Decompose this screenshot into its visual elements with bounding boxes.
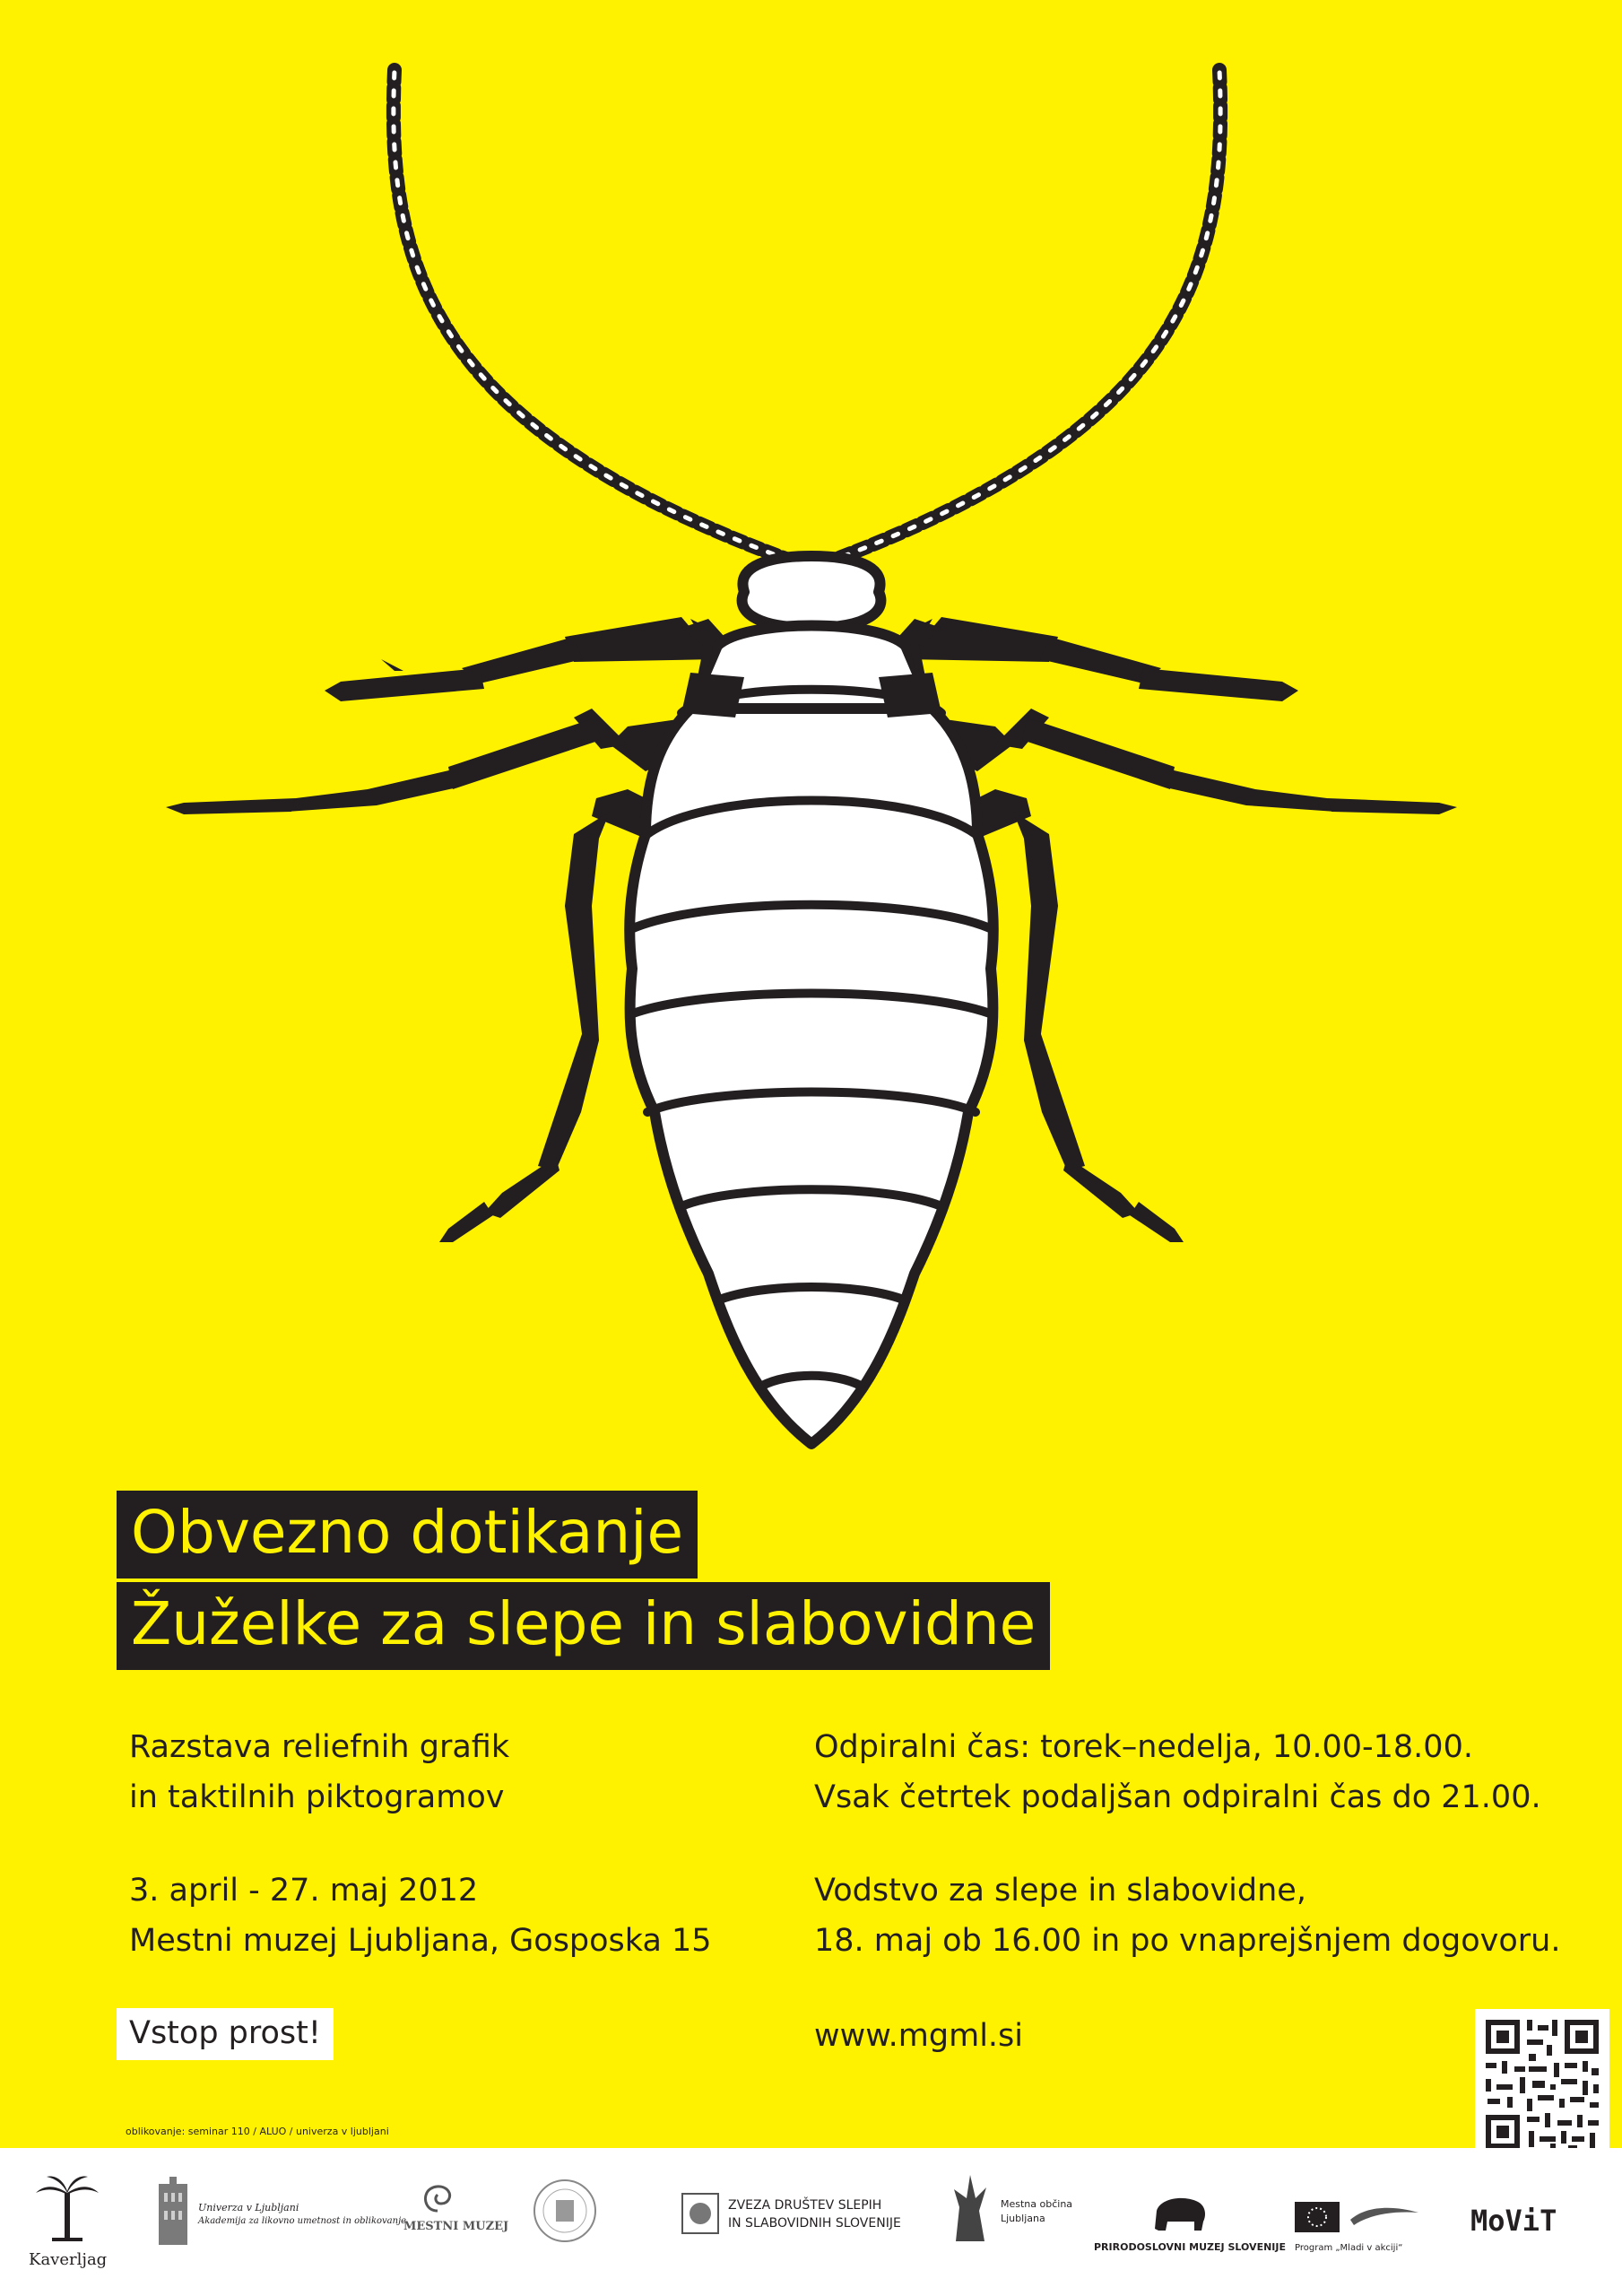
mestni-muzej-text: MESTNI MUZEJ — [403, 2220, 509, 2233]
design-credit: oblikovanje: seminar 110 / ALUO / univerza v ljubljani — [126, 2126, 389, 2137]
university-building-icon — [157, 2175, 189, 2247]
exhibition-dates: 3. april - 27. maj 2012 — [129, 1873, 479, 1909]
sponsor-logos-strip — [0, 2148, 1622, 2296]
kaverljag-logo — [27, 2166, 108, 2278]
free-entry-badge: Vstop prost! — [117, 2008, 334, 2060]
univerza-text-1: Univerza v Ljubljani — [198, 2202, 299, 2213]
pms-text: PRIRODOSLOVNI MUZEJ SLOVENIJE — [1094, 2241, 1286, 2253]
zveza-emblem-icon — [681, 2193, 719, 2234]
mestni-muzej-logo — [403, 2166, 509, 2278]
palm-tree-icon — [27, 2166, 108, 2247]
guided-tour-line-1: Vodstvo za slepe in slabovidne, — [814, 1873, 1306, 1909]
extended-hours: Vsak četrtek podaljšan odpiralni čas do 21.00. — [814, 1779, 1541, 1815]
zveza-text-1: ZVEZA DRUŠTEV SLEPIH — [728, 2198, 882, 2213]
zveza-logo — [681, 2166, 915, 2278]
title-line-1: Obvezno dotikanje — [117, 1491, 698, 1578]
spiral-icon — [420, 2179, 455, 2214]
exhibition-description-line-1: Razstava reliefnih grafik — [129, 1729, 510, 1765]
eu-program-logo — [1291, 2166, 1435, 2278]
eu-flag-icon — [1295, 2202, 1340, 2232]
zveza-text-2: IN SLABOVIDNIH SLOVENIJE — [728, 2216, 901, 2231]
univerza-logo — [157, 2166, 407, 2278]
univerza-text-2: Akademija za likovno umetnost in oblikovanje — [198, 2216, 407, 2226]
qr-code[interactable] — [1475, 2009, 1609, 2160]
eu-program-text: Program „Mladi v akciji“ — [1295, 2243, 1403, 2253]
kaverljag-text: Kaverljag — [29, 2250, 108, 2269]
opening-hours: Odpiralni čas: torek–nedelja, 10.00-18.00. — [814, 1729, 1473, 1765]
seal-icon — [529, 2175, 601, 2247]
pms-logo — [1094, 2166, 1286, 2278]
title-line-2: Žuželke za slepe in slabovidne — [117, 1582, 1050, 1670]
mol-logo — [950, 2166, 1085, 2278]
exhibition-venue: Mestni muzej Ljubljana, Gosposka 15 — [129, 1923, 712, 1959]
mammoth-icon — [1148, 2193, 1210, 2232]
seal-logo — [529, 2166, 610, 2278]
movit-text: MoViT — [1470, 2204, 1557, 2238]
mol-text-1: Mestna občina — [1001, 2198, 1073, 2210]
mol-text-2: Ljubljana — [1001, 2213, 1045, 2224]
exhibition-description-line-2: in taktilnih piktogramov — [129, 1779, 505, 1815]
movit-logo — [1470, 2166, 1596, 2278]
website-link[interactable]: www.mgml.si — [814, 2018, 1024, 2054]
swoosh-icon — [1349, 2202, 1420, 2229]
dragon-icon — [950, 2171, 990, 2243]
guided-tour-line-2: 18. maj ob 16.00 in po vnaprejšnjem dogovoru. — [814, 1923, 1561, 1959]
